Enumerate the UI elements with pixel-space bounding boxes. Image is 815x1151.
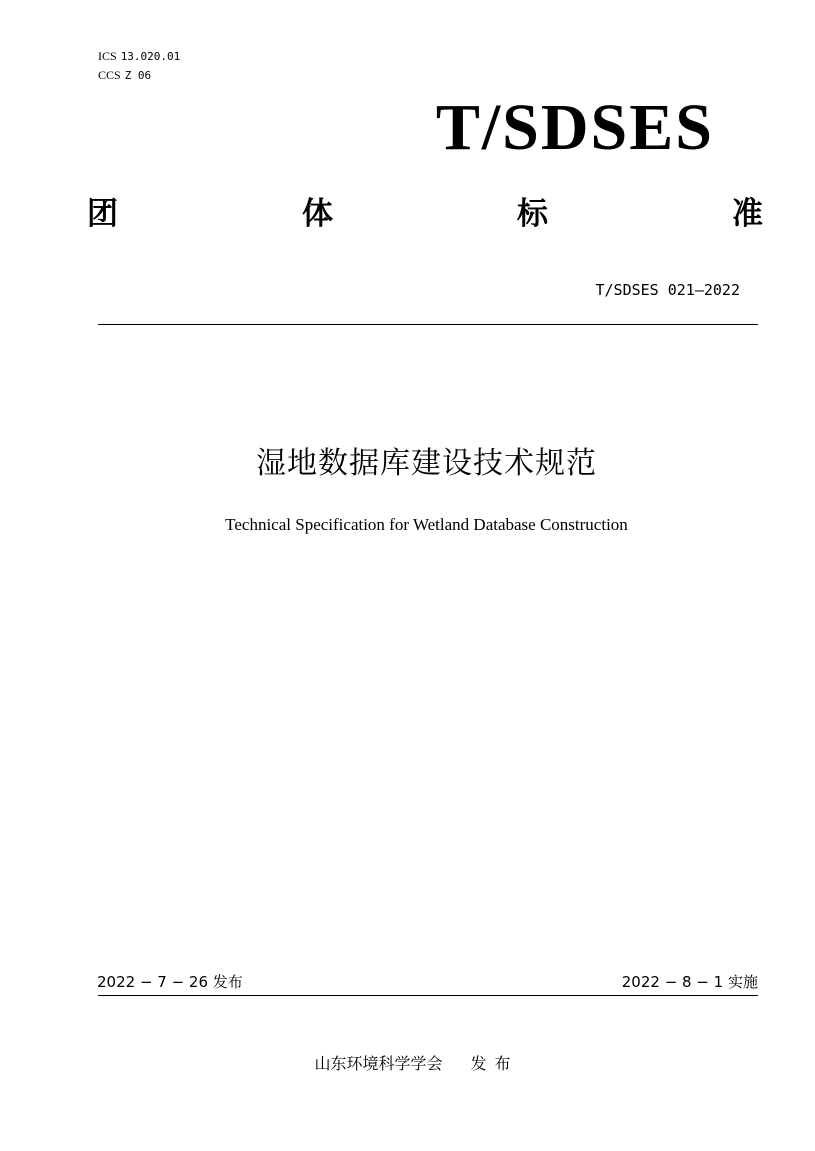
classification-codes <box>98 47 180 85</box>
top-divider <box>98 324 758 325</box>
bottom-divider <box>98 995 758 996</box>
standard-type-char: 标 <box>517 196 548 232</box>
organization-code-logo: T/SDSES <box>435 91 714 164</box>
publisher-line <box>0 1052 815 1076</box>
standard-type-char: 体 <box>302 196 333 232</box>
publisher-name: 山东环境科学学会 <box>314 1054 443 1073</box>
standard-type-char: 团 <box>87 196 118 232</box>
english-title: Technical Specification for Wetland Database Construction <box>225 515 628 534</box>
chinese-title: 湿地数据库建设技术规范 <box>256 446 597 481</box>
ccs-code <box>98 66 180 85</box>
ccs-value: Z 06 <box>124 69 152 82</box>
publisher-action: 发布 <box>470 1054 519 1073</box>
standard-type-char: 准 <box>732 196 763 232</box>
standard-number: T/SDSES 021—2022 <box>595 281 740 299</box>
ics-value: 13.020.01 <box>120 50 181 63</box>
ics-label: ICS <box>98 49 117 63</box>
implement-date: 2022 − 8 − 1 实施 <box>621 973 758 991</box>
ccs-label: CCS <box>98 68 121 82</box>
publish-date: 2022 − 7 − 26 发布 <box>97 973 243 991</box>
ics-code <box>98 47 180 66</box>
standard-type-heading <box>87 192 763 236</box>
